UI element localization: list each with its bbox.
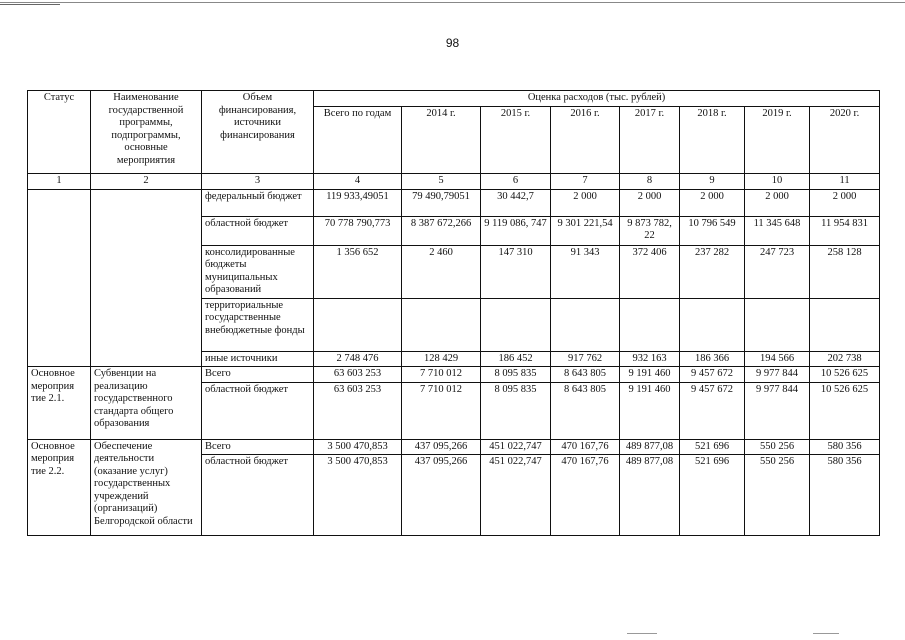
- table-row: [28, 367, 880, 383]
- activity-status: Основное мероприя тие 2.2.: [28, 439, 91, 536]
- value-cell: 932 163: [620, 351, 680, 367]
- value-cell: 2 000: [810, 189, 880, 216]
- value-cell: 9 457 672: [680, 382, 745, 439]
- value-cell: [314, 298, 402, 351]
- funding-source: областной бюджет: [202, 382, 314, 439]
- value-cell: 2 000: [745, 189, 810, 216]
- value-cell: 372 406: [620, 245, 680, 298]
- header-total-by-years: Всего по годам: [314, 106, 402, 174]
- value-cell: 9 191 460: [620, 367, 680, 383]
- column-number: 6: [481, 174, 551, 190]
- value-cell: [810, 298, 880, 351]
- funding-source: областной бюджет: [202, 455, 314, 536]
- value-cell: 10 796 549: [680, 216, 745, 245]
- value-cell: 258 128: [810, 245, 880, 298]
- header-year: 2015 г.: [481, 106, 551, 174]
- scan-mark: [627, 633, 657, 634]
- value-cell: 8 095 835: [481, 367, 551, 383]
- value-cell: 2 460: [402, 245, 481, 298]
- funding-source: Всего: [202, 439, 314, 455]
- value-cell: 9 977 844: [745, 382, 810, 439]
- value-cell: 7 710 012: [402, 382, 481, 439]
- value-cell: 451 022,747: [481, 439, 551, 455]
- value-cell: 451 022,747: [481, 455, 551, 536]
- value-cell: 580 356: [810, 455, 880, 536]
- value-cell: [680, 298, 745, 351]
- value-cell: 63 603 253: [314, 367, 402, 383]
- status-cell-empty: [28, 189, 91, 367]
- header-year: 2020 г.: [810, 106, 880, 174]
- value-cell: 11 954 831: [810, 216, 880, 245]
- value-cell: 2 000: [620, 189, 680, 216]
- value-cell: 550 256: [745, 455, 810, 536]
- value-cell: 91 343: [551, 245, 620, 298]
- header-cost-estimate: Оценка расходов (тыс. рублей): [314, 91, 880, 107]
- value-cell: 9 301 221,54: [551, 216, 620, 245]
- value-cell: 521 696: [680, 455, 745, 536]
- value-cell: 63 603 253: [314, 382, 402, 439]
- funding-source: консолидированные бюджеты муниципальных образований: [202, 245, 314, 298]
- value-cell: [402, 298, 481, 351]
- value-cell: 3 500 470,853: [314, 439, 402, 455]
- header-year: 2017 г.: [620, 106, 680, 174]
- value-cell: 119 933,49051: [314, 189, 402, 216]
- value-cell: 202 738: [810, 351, 880, 367]
- header-program-name: Наименование государственной программы, подпрограммы, основные мероприятия: [91, 91, 202, 174]
- scan-edge-line: [0, 2, 905, 3]
- value-cell: 2 748 476: [314, 351, 402, 367]
- value-cell: 580 356: [810, 439, 880, 455]
- column-number: 3: [202, 174, 314, 190]
- header-status: Статус: [28, 91, 91, 174]
- scan-edge-line-short: [0, 4, 60, 5]
- column-number: 5: [402, 174, 481, 190]
- activity-status: Основное мероприя тие 2.1.: [28, 367, 91, 440]
- value-cell: 7 710 012: [402, 367, 481, 383]
- value-cell: 1 356 652: [314, 245, 402, 298]
- funding-source: иные источники: [202, 351, 314, 367]
- value-cell: 186 366: [680, 351, 745, 367]
- header-year: 2016 г.: [551, 106, 620, 174]
- value-cell: 9 873 782, 22: [620, 216, 680, 245]
- column-number-row: [28, 174, 880, 190]
- header-year: 2019 г.: [745, 106, 810, 174]
- column-number: 4: [314, 174, 402, 190]
- value-cell: 79 490,79051: [402, 189, 481, 216]
- value-cell: [481, 298, 551, 351]
- table-row: [28, 189, 880, 216]
- value-cell: 147 310: [481, 245, 551, 298]
- value-cell: 10 526 625: [810, 367, 880, 383]
- value-cell: 8 643 805: [551, 367, 620, 383]
- value-cell: 437 095,266: [402, 455, 481, 536]
- value-cell: 9 119 086, 747: [481, 216, 551, 245]
- table-row: [28, 439, 880, 455]
- program-name-cell-empty: [91, 189, 202, 367]
- value-cell: 9 977 844: [745, 367, 810, 383]
- funding-source: Всего: [202, 367, 314, 383]
- column-number: 7: [551, 174, 620, 190]
- value-cell: 8 095 835: [481, 382, 551, 439]
- value-cell: 128 429: [402, 351, 481, 367]
- value-cell: 917 762: [551, 351, 620, 367]
- value-cell: 9 191 460: [620, 382, 680, 439]
- funding-source: федеральный бюджет: [202, 189, 314, 216]
- value-cell: 3 500 470,853: [314, 455, 402, 536]
- header-funding-volume: Объем финансирования, источники финансирования: [202, 91, 314, 174]
- value-cell: 470 167,76: [551, 439, 620, 455]
- header-year: 2014 г.: [402, 106, 481, 174]
- column-number: 8: [620, 174, 680, 190]
- column-number: 9: [680, 174, 745, 190]
- activity-name: Обеспечение деятельности (оказание услуг) государственных учреждений (организаций) Белгородской области: [91, 439, 202, 536]
- value-cell: 2 000: [551, 189, 620, 216]
- value-cell: 489 877,08: [620, 439, 680, 455]
- column-number: 1: [28, 174, 91, 190]
- value-cell: 194 566: [745, 351, 810, 367]
- value-cell: [551, 298, 620, 351]
- funding-source: областной бюджет: [202, 216, 314, 245]
- value-cell: [745, 298, 810, 351]
- value-cell: 489 877,08: [620, 455, 680, 536]
- value-cell: 2 000: [680, 189, 745, 216]
- value-cell: 550 256: [745, 439, 810, 455]
- funding-source: территориальные государственные внебюджетные фонды: [202, 298, 314, 351]
- value-cell: 237 282: [680, 245, 745, 298]
- value-cell: 186 452: [481, 351, 551, 367]
- value-cell: 521 696: [680, 439, 745, 455]
- budget-table: [27, 90, 880, 536]
- page-number: 98: [445, 36, 460, 50]
- value-cell: 11 345 648: [745, 216, 810, 245]
- value-cell: 247 723: [745, 245, 810, 298]
- value-cell: 30 442,7: [481, 189, 551, 216]
- value-cell: 470 167,76: [551, 455, 620, 536]
- value-cell: 10 526 625: [810, 382, 880, 439]
- value-cell: 70 778 790,773: [314, 216, 402, 245]
- column-number: 11: [810, 174, 880, 190]
- value-cell: 9 457 672: [680, 367, 745, 383]
- value-cell: 437 095,266: [402, 439, 481, 455]
- table-header-row: [28, 91, 880, 107]
- value-cell: [620, 298, 680, 351]
- value-cell: 8 387 672,266: [402, 216, 481, 245]
- header-year: 2018 г.: [680, 106, 745, 174]
- column-number: 10: [745, 174, 810, 190]
- scan-mark: [813, 633, 839, 634]
- activity-name: Субвенции на реализацию государственного стандарта общего образования: [91, 367, 202, 440]
- column-number: 2: [91, 174, 202, 190]
- value-cell: 8 643 805: [551, 382, 620, 439]
